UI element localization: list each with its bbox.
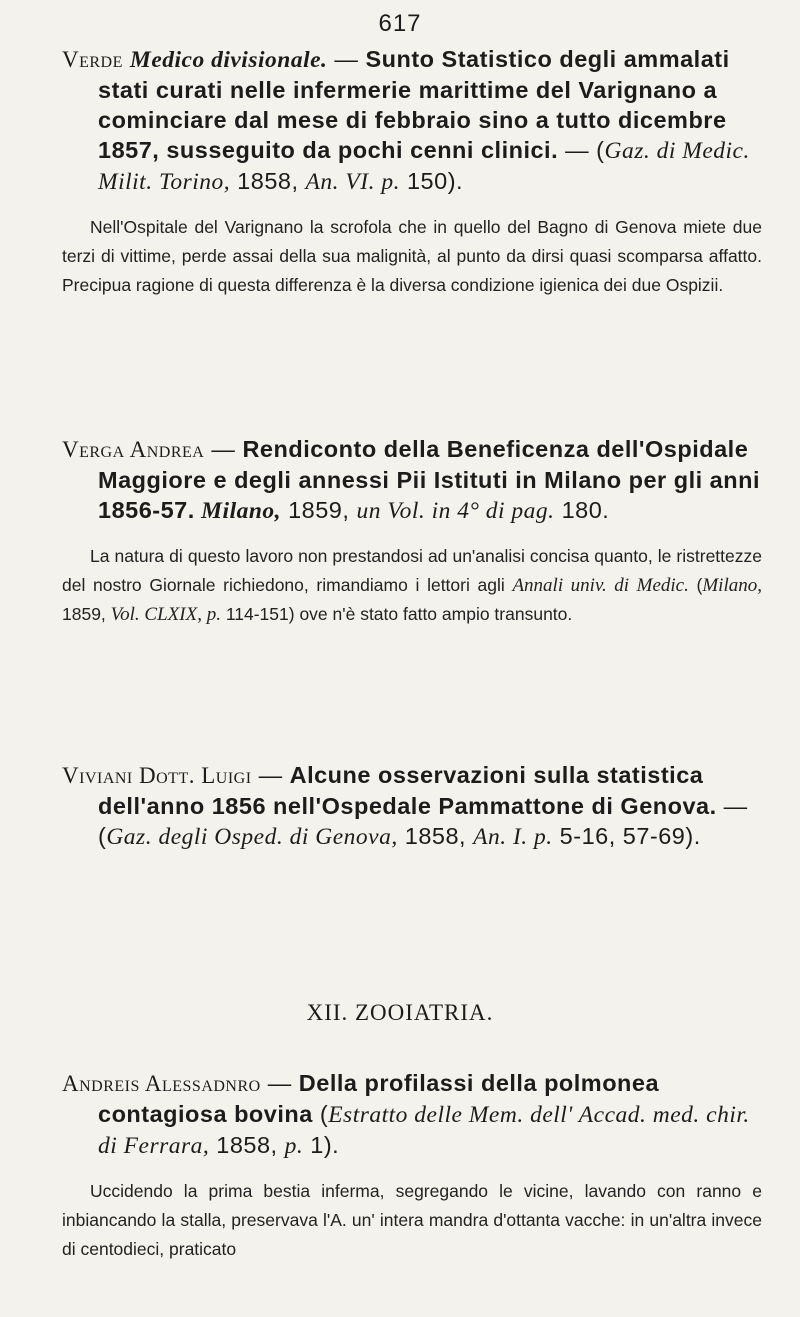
bibliography-entry-viviani <box>62 760 762 852</box>
entry-heading: Viviani Dott. Luigi — Alcune osservazioni sulla statistica dell'anno 1856 nell'Ospedale Pammattone di Genova. — (Gaz. degli Osped. di Genova, 1858, An. I. p. 5-16, 57-69). <box>62 762 748 850</box>
entry-source: Gaz. di Medic. Milit. Torino, <box>98 138 750 195</box>
entry-author: Verde <box>62 47 123 72</box>
entry-title: Sunto Statistico degli ammalati stati curati nelle infermerie marittime del Varignano a cominciare dal mese di febbraio sino a tutto dicembre 1857, susseguito da pochi cenni clinici. <box>98 46 730 163</box>
entry-title: Della profilassi della polmonea contagiosa bovina <box>98 1070 660 1127</box>
section-header: XII. ZOOIATRIA. <box>306 1000 494 1025</box>
entry-abstract: La natura di questo lavoro non prestandosi ad un'analisi concisa quanto, le ristrettezze del nostro Giornale richiedono, rimandiamo i lettori agli Annali univ. di Medic. (Milano, 1859, Vol. CLXIX, p. 114-151) ove n'è stato fatto ampio transunto. <box>62 546 762 625</box>
bibliography-entry-verde <box>62 44 762 300</box>
entry-source: Gaz. degli Osped. di Genova, <box>106 824 398 850</box>
entry-heading: Andreis Alessadnro — Della profilassi della polmonea contagiosa bovina (Estratto delle Mem. dell' Accad. med. chir. di Ferrara, 1858, p. 1). <box>62 1070 750 1159</box>
entry-title: Rendiconto della Beneficenza dell'Ospidale Maggiore e degli annessi Pii Istituti in Milano per gli anni 1856-57. <box>98 436 760 523</box>
entry-heading: Verde Medico divisionale. — Sunto Statistico degli ammalati stati curati nelle infermerie marittime del Varignano a cominciare dal mese di febbraio sino a tutto dicembre 1857, susseguito da pochi cenni clinici. — (Gaz. di Medic. Milit. Torino, 1858, An. VI. p. 150). <box>62 46 750 195</box>
entry-author: Verga Andrea <box>62 437 205 462</box>
entry-author-role: Medico divisionale. <box>129 47 328 73</box>
entry-heading: Verga Andrea — Rendiconto della Beneficenza dell'Ospidale Maggiore e degli annessi Pii Istituti in Milano per gli anni 1856-57. Milano, 1859, un Vol. in 4° di pag. 180. <box>62 436 760 524</box>
entry-author: Viviani Dott. Luigi <box>62 763 252 788</box>
bibliography-entry-andreis <box>62 1068 762 1264</box>
entry-abstract: Uccidendo la prima bestia inferma, segregando le vicine, lavando con ranno e inbiancando la stalla, preservava l'A. un' intera mandra d'ottanta vacche: in un'altra invece di centodieci, praticato <box>62 1181 762 1259</box>
page-number: 617 <box>378 10 422 37</box>
entry-abstract: Nell'Ospitale del Varignano la scrofola che in quello del Bagno di Genova miete due terzi di vittime, perde assai della sua malignità, al punto da dirsi quasi scomparsa affatto. Precipua ragione di questa differenza è la diversa condizione igienica dei due Ospizii. <box>62 217 762 295</box>
bibliography-entry-verga <box>62 434 762 629</box>
entry-author: Andreis Alessadnro <box>62 1071 261 1096</box>
entry-source: Estratto delle Mem. dell' Accad. med. chir. di Ferrara, <box>98 1102 750 1159</box>
entry-title: Alcune osservazioni sulla statistica dell'anno 1856 nell'Ospedale Pammattone di Genova. <box>98 762 717 819</box>
